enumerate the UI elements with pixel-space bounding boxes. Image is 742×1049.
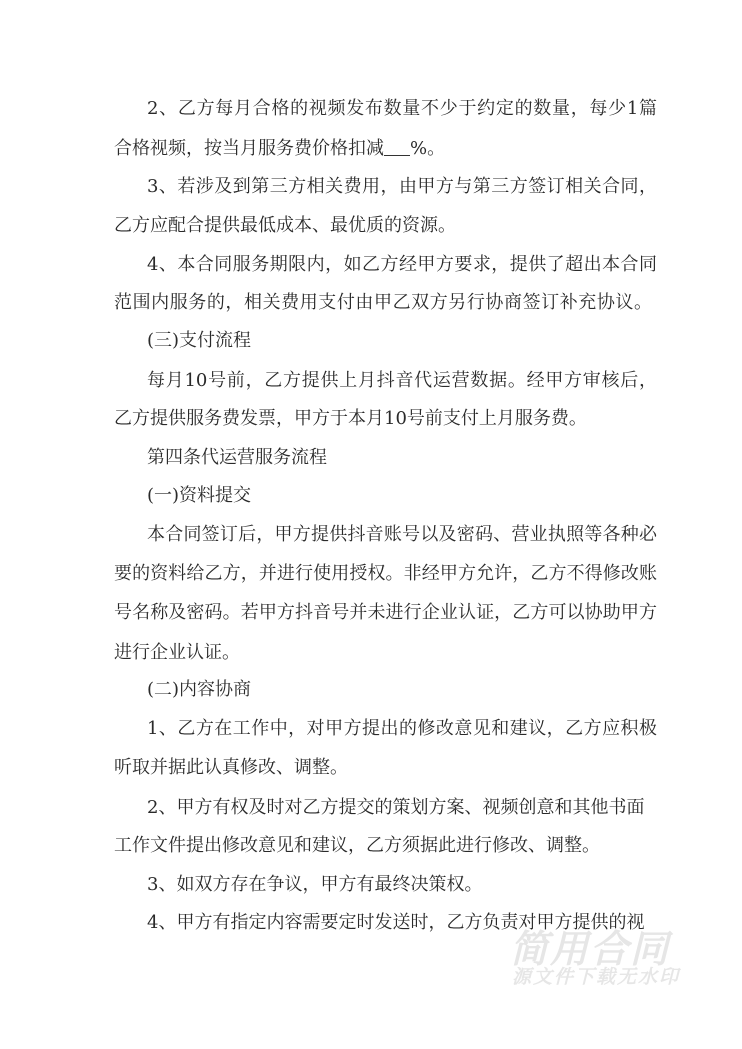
paragraph-line: 本合同签订后，甲方提供抖音账号以及密码、营业执照等各种必: [147, 524, 657, 545]
paragraph-line: 工作文件提出修改意见和建议，乙方须据此进行修改、调整。: [114, 835, 600, 856]
paragraph-line: 3、若涉及到第三方相关费用，由甲方与第三方签订相关合同，: [147, 176, 657, 197]
article-heading: 第四条代运营服务流程: [147, 447, 327, 468]
section-heading: (一)资料提交: [147, 485, 252, 506]
paragraph-line: 4、本合同服务期限内，如乙方经甲方要求，提供了超出本合同: [147, 254, 657, 275]
paragraph-line: 范围内服务的，相关费用支付由甲乙双方另行协商签订补充协议。: [114, 292, 652, 313]
paragraph-line: 进行企业认证。: [114, 642, 240, 663]
paragraph-line: 1、乙方在工作中，对甲方提出的修改意见和建议，乙方应积极: [147, 718, 657, 739]
paragraph-line: [114, 138, 657, 160]
line-text: 合格视频，按当月服务费价格扣减: [114, 138, 384, 159]
paragraph-line: 3、如双方存在争议，甲方有最终决策权。: [147, 874, 483, 895]
paragraph-line: 乙方应配合提供最低成本、最优质的资源。: [114, 215, 456, 236]
paragraph-line: 2、甲方有权及时对乙方提交的策划方案、视频创意和其他书面: [147, 797, 645, 818]
paragraph-line: 2、乙方每月合格的视频发布数量不少于约定的数量，每少1篇: [147, 98, 657, 119]
paragraph-line: 乙方提供服务费发票，甲方于本月10号前支付上月服务费。: [114, 408, 587, 429]
paragraph-line: 要的资料给乙方，并进行使用授权。非经甲方允许，乙方不得修改账: [114, 563, 657, 584]
paragraph-line: 听取并据此认真修改、调整。: [114, 757, 348, 778]
paragraph-line: 每月10号前，乙方提供上月抖音代运营数据。经甲方审核后，: [147, 370, 657, 391]
paragraph-line: 4、甲方有指定内容需要定时发送时，乙方负责对甲方提供的视: [147, 912, 645, 933]
watermark-subtitle: 源文件下载无水印: [512, 966, 681, 988]
section-heading: (二)内容协商: [147, 679, 252, 700]
line-text: %。: [410, 138, 446, 159]
watermark-title: 简用合同: [510, 927, 671, 971]
fill-in-blank: [384, 139, 410, 156]
paragraph-line: 号名称及密码。若甲方抖音号并未进行企业认证，乙方可以协助甲方: [114, 602, 657, 623]
section-heading: (三)支付流程: [147, 330, 252, 351]
